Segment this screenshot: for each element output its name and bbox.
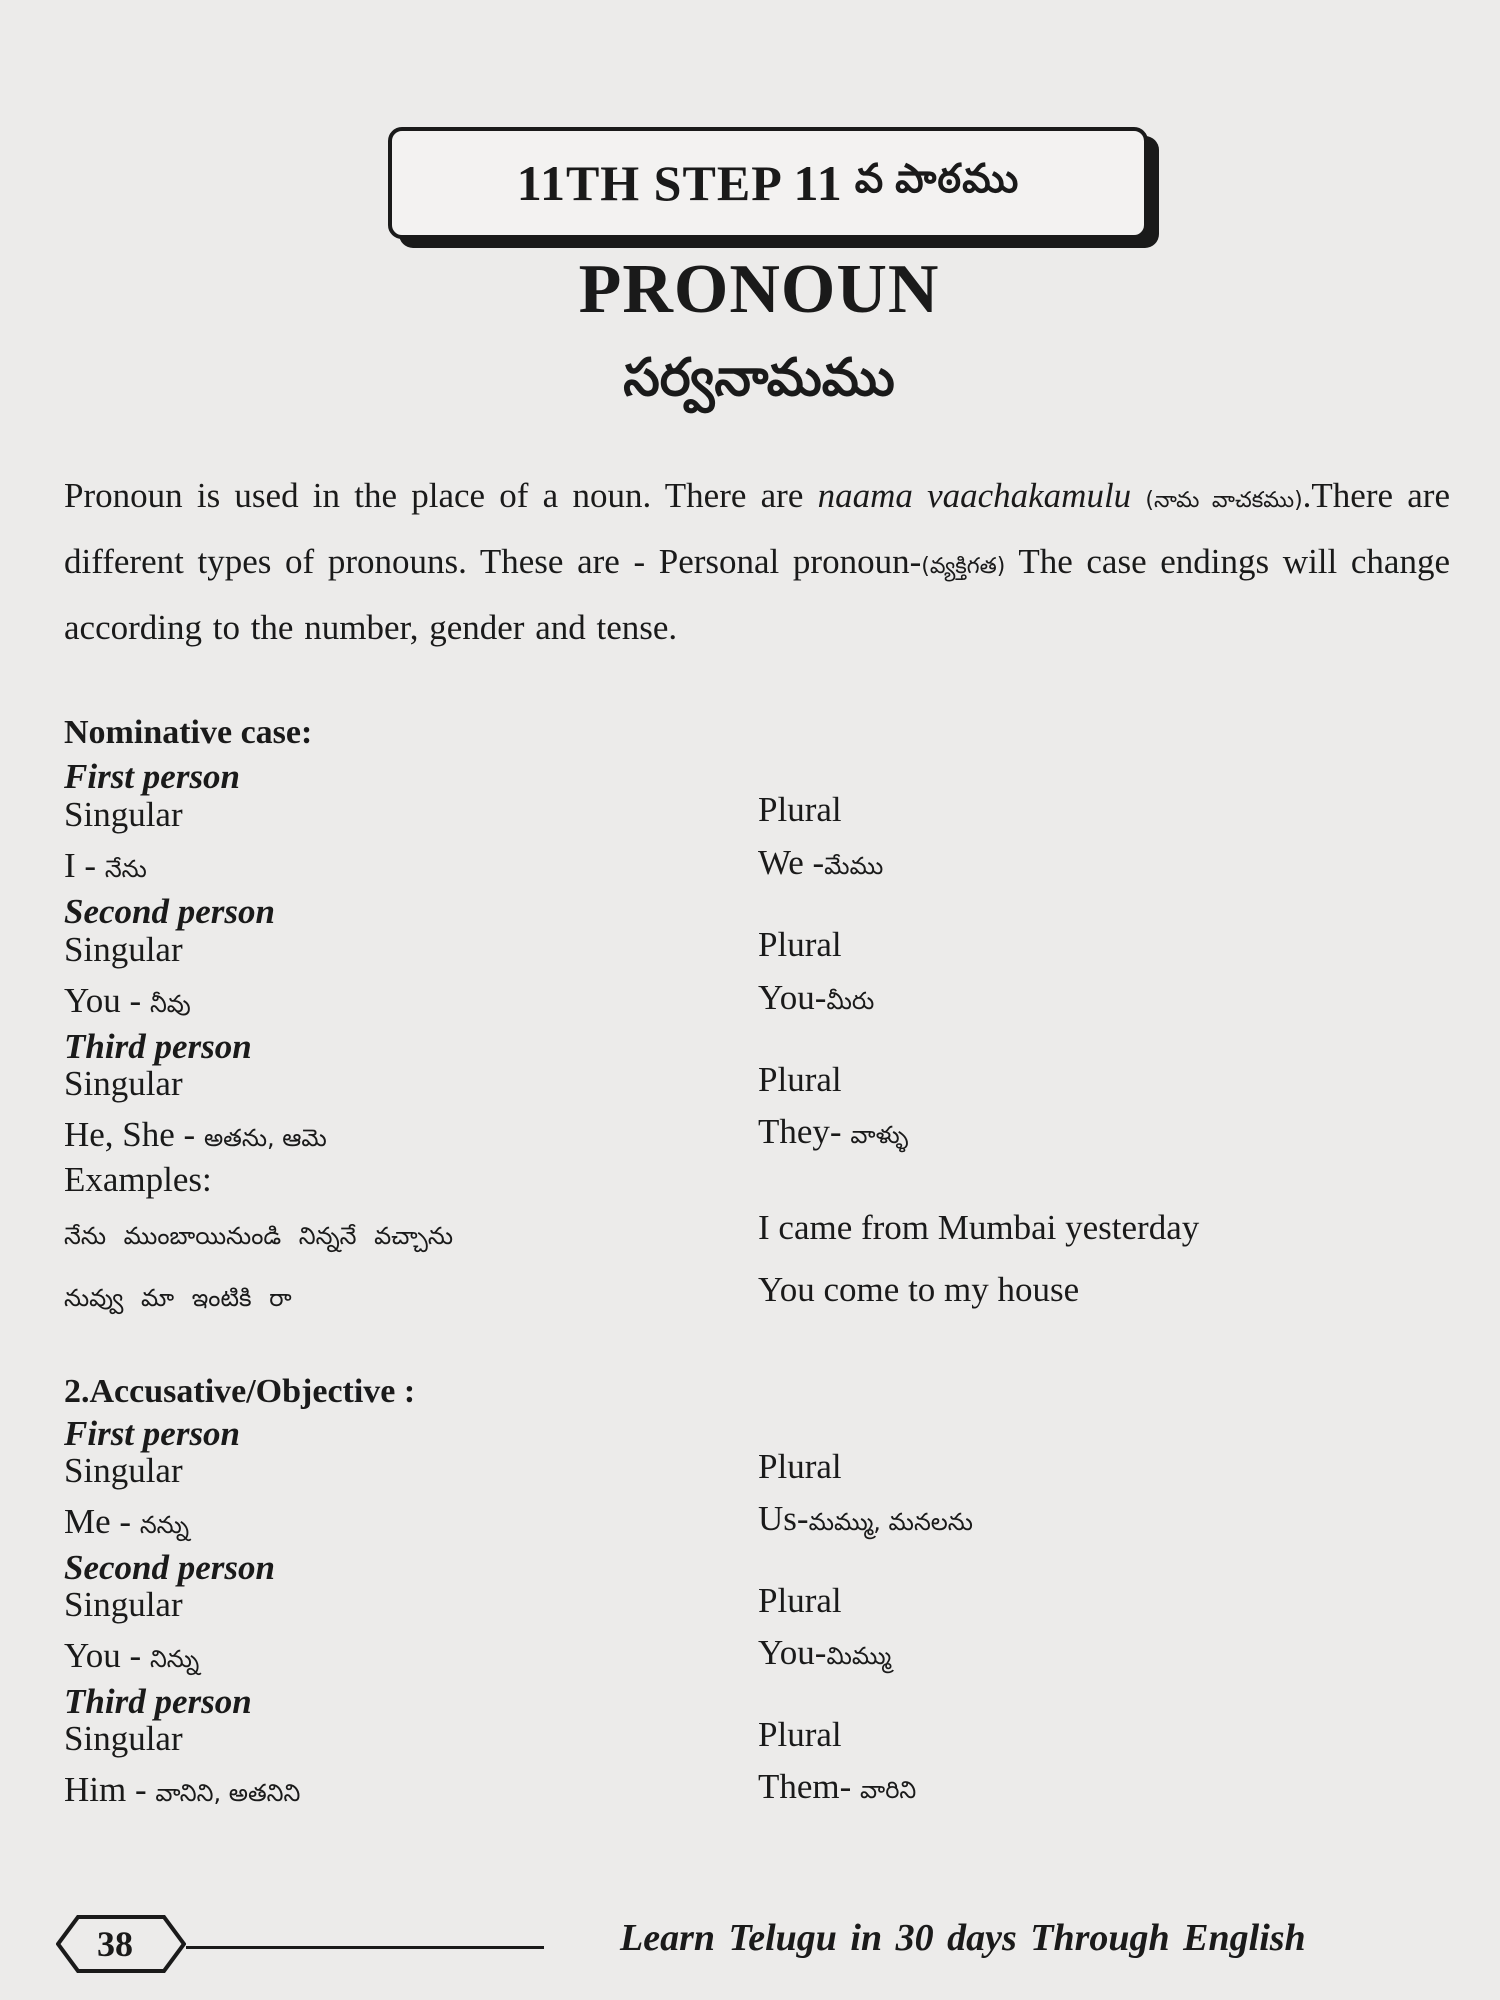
word-english: Them-	[758, 1767, 861, 1806]
footer-book-title: Learn Telugu in 30 days Through English	[620, 1917, 1306, 1959]
acc-second-person-label: Second person	[64, 1548, 275, 1587]
word-telugu: మేము	[824, 852, 884, 880]
word-english: You -	[64, 981, 150, 1020]
acc-third-plural-word	[758, 1767, 916, 1810]
intro-telugu-1: (నామ వాచకము)	[1145, 488, 1303, 513]
example-telugu-1: నేను ముంబాయినుండి నిన్ననే వచ్చాను	[64, 1222, 454, 1250]
example-english-2: You come to my house	[758, 1270, 1080, 1309]
step-telugu-label: వ పాఠము	[854, 155, 1020, 201]
acc-third-plural-label: Plural	[758, 1715, 842, 1754]
intro-telugu-2: (వ్యక్తిగత)	[921, 554, 1006, 579]
examples-label: Examples:	[64, 1160, 212, 1199]
nom-first-singular-word	[64, 846, 147, 889]
word-english: They-	[758, 1112, 851, 1151]
page-title-telugu: సర్వనామము	[623, 348, 895, 408]
word-english: He, She -	[64, 1115, 204, 1154]
nom-second-person-label: Second person	[64, 892, 275, 931]
acc-first-plural-word	[758, 1499, 973, 1542]
word-telugu: మీరు	[826, 987, 875, 1015]
nom-third-singular-label: Singular	[64, 1064, 183, 1103]
example-english-1: I came from Mumbai yesterday	[758, 1208, 1200, 1247]
nom-first-plural-label: Plural	[758, 790, 842, 829]
nom-second-plural-word	[758, 978, 874, 1021]
example-telugu-2: నువ్వు మా ఇంటికి రా	[64, 1284, 292, 1312]
nom-second-singular-label: Singular	[64, 930, 183, 969]
nom-third-plural-word	[758, 1112, 908, 1155]
word-telugu: మిమ్ము	[826, 1642, 892, 1670]
page-number: 38	[97, 1924, 133, 1964]
nom-third-singular-word	[64, 1115, 327, 1158]
word-telugu: వారిని	[860, 1776, 917, 1804]
word-telugu: నన్ను	[139, 1511, 190, 1539]
accusative-heading: 2.Accusative/Objective :	[64, 1373, 416, 1410]
acc-third-person-label: Third person	[64, 1682, 252, 1721]
acc-second-plural-label: Plural	[758, 1581, 842, 1620]
word-telugu: నిన్ను	[149, 1645, 200, 1673]
acc-second-singular-label: Singular	[64, 1585, 183, 1624]
nom-second-plural-label: Plural	[758, 925, 842, 964]
intro-text-1: Pronoun is used in the place of a noun. There are	[64, 476, 818, 515]
word-english: Him -	[64, 1770, 156, 1809]
word-telugu: వాళ్ళు	[850, 1121, 909, 1149]
word-telugu: నీవు	[149, 990, 191, 1018]
word-english: We -	[758, 843, 825, 882]
nom-second-singular-word	[64, 981, 191, 1024]
intro-text-3: The case endings will change according to the number, gender and tense.	[64, 542, 1450, 647]
step-header-box	[388, 127, 1148, 239]
word-english: Me -	[64, 1502, 140, 1541]
acc-first-person-label: First person	[64, 1414, 241, 1453]
acc-third-singular-word	[64, 1770, 300, 1813]
nom-first-singular-label: Singular	[64, 795, 183, 834]
acc-third-singular-label: Singular	[64, 1719, 183, 1758]
nominative-heading: Nominative case:	[64, 714, 313, 751]
word-english: You -	[64, 1636, 150, 1675]
word-telugu: వానిని, అతనిని	[155, 1779, 301, 1807]
acc-first-plural-label: Plural	[758, 1447, 842, 1486]
nom-third-plural-label: Plural	[758, 1060, 842, 1099]
step-label: 11TH STEP 11	[516, 155, 843, 211]
word-english: Us-	[758, 1499, 809, 1538]
word-telugu: నేను	[104, 855, 147, 883]
word-english: You-	[758, 1633, 827, 1672]
word-telugu: మమ్ము, మనలను	[808, 1508, 973, 1536]
intro-italic-term: naama vaachakamulu	[817, 476, 1132, 515]
intro-text-2: .There are different types of pronouns. These are - Personal pronoun-	[64, 476, 1450, 581]
page-title: PRONOUN	[578, 251, 940, 328]
nom-third-person-label: Third person	[64, 1027, 252, 1066]
nom-first-person-label: First person	[64, 757, 241, 796]
acc-first-singular-label: Singular	[64, 1451, 183, 1490]
word-english: I -	[64, 846, 105, 885]
acc-first-singular-word	[64, 1502, 189, 1545]
footer-rule	[186, 1946, 544, 1949]
acc-second-singular-word	[64, 1636, 199, 1679]
nom-first-plural-word	[758, 843, 883, 886]
intro-paragraph	[64, 465, 1450, 658]
word-english: You-	[758, 978, 827, 1017]
acc-second-plural-word	[758, 1633, 891, 1676]
word-telugu: అతను, ఆమె	[203, 1124, 327, 1152]
